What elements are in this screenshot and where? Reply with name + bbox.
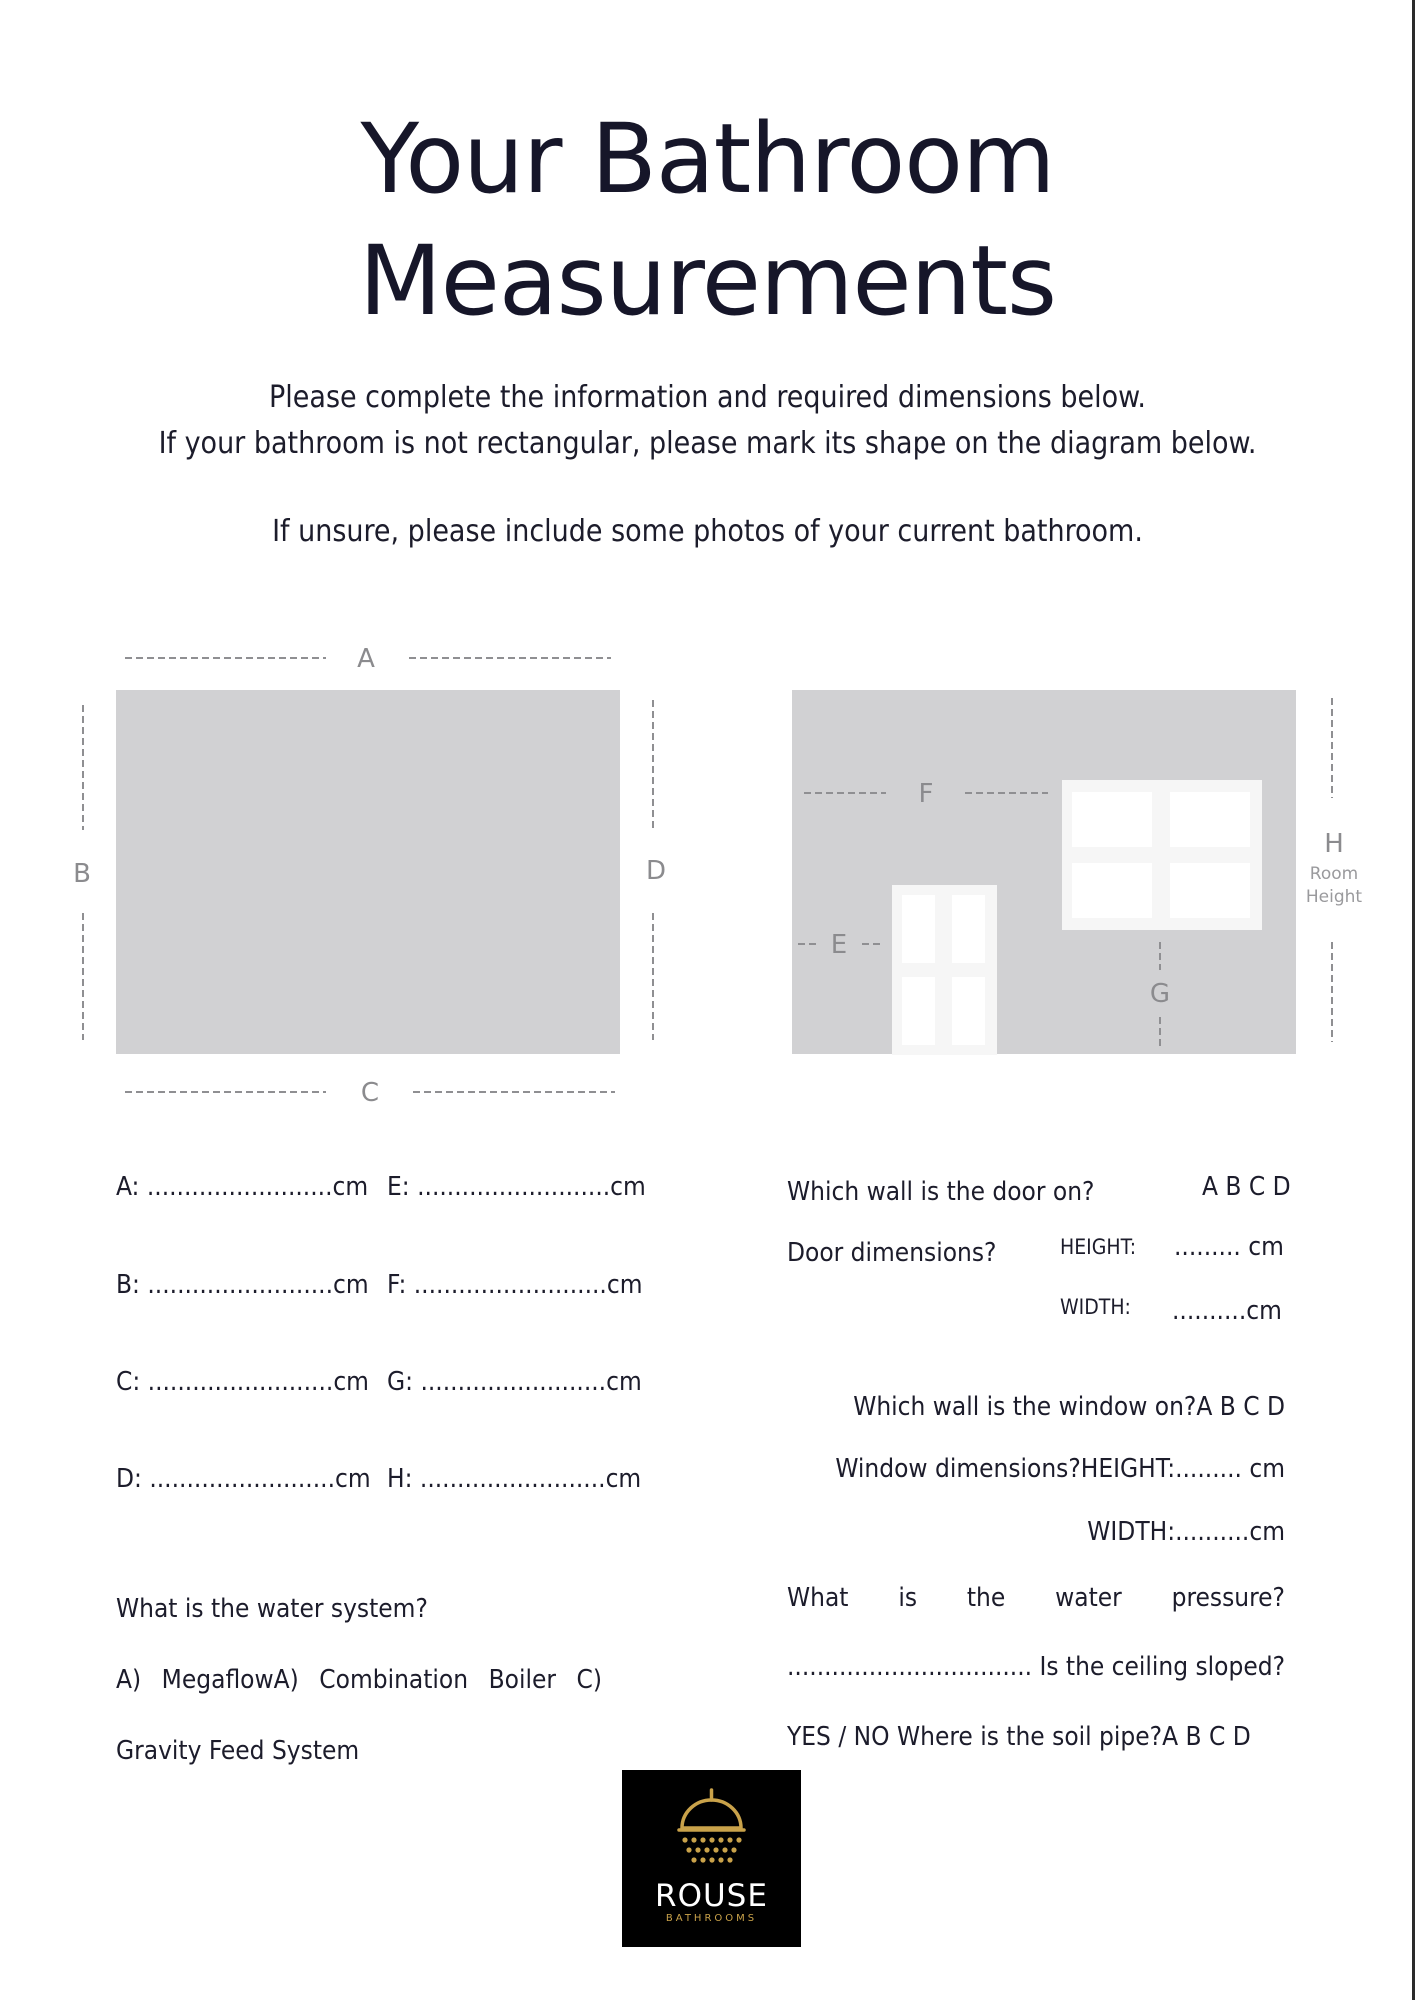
label-h: H bbox=[1324, 829, 1344, 859]
water-option-token: Combination bbox=[319, 1665, 469, 1695]
door-width-label: WIDTH: bbox=[1060, 1295, 1131, 1319]
measurement-a[interactable]: A: .........................cm bbox=[116, 1172, 369, 1202]
measurement-g[interactable]: G: .........................cm bbox=[387, 1367, 642, 1397]
water-pressure-field[interactable]: ................................. bbox=[787, 1652, 1033, 1682]
floor-plan-room bbox=[116, 690, 620, 1054]
window-width[interactable]: WIDTH:..........cm bbox=[1087, 1517, 1285, 1547]
room-height-caption-2: Height bbox=[1305, 887, 1363, 907]
label-c: C bbox=[360, 1078, 380, 1108]
water-option-token: Boiler bbox=[488, 1665, 556, 1695]
text-token: ceiling bbox=[1111, 1652, 1189, 1682]
water-option-token: A) bbox=[116, 1665, 142, 1695]
water-option-token: C) bbox=[576, 1665, 602, 1695]
shower-head-icon bbox=[622, 1770, 801, 1880]
label-g: G bbox=[1149, 979, 1171, 1009]
label-d: D bbox=[645, 856, 667, 886]
text-token: Is bbox=[1039, 1652, 1059, 1682]
measurement-e[interactable]: E: ..........................cm bbox=[387, 1172, 646, 1202]
water-pressure-row bbox=[787, 1583, 1285, 1613]
soil-pipe-row[interactable]: YES / NO Where is the soil pipe?A B C D bbox=[787, 1722, 1251, 1752]
door-height-field[interactable]: ......... cm bbox=[1174, 1232, 1284, 1262]
door-dimensions-question: Door dimensions? bbox=[787, 1238, 997, 1268]
text-token: What bbox=[787, 1583, 849, 1613]
intro-line-3: If unsure, please include some photos of your current bathroom. bbox=[272, 514, 1143, 549]
water-system-question: What is the water system? bbox=[116, 1594, 428, 1624]
intro-line-2: If your bathroom is not rectangular, please mark its shape on the diagram below. bbox=[158, 426, 1257, 461]
window-dimensions[interactable]: Window dimensions?HEIGHT:......... cm bbox=[835, 1454, 1285, 1484]
text-token: the bbox=[1065, 1652, 1105, 1682]
text-token: pressure? bbox=[1171, 1583, 1285, 1613]
page-title: Your Bathroom Measurements bbox=[358, 103, 1057, 337]
window bbox=[1062, 780, 1262, 930]
door bbox=[892, 885, 997, 1055]
intro-line-1: Please complete the information and required dimensions below. bbox=[269, 380, 1146, 415]
label-f: F bbox=[918, 779, 934, 809]
water-option-token: MegaflowA) bbox=[161, 1665, 299, 1695]
measurement-d[interactable]: D: .........................cm bbox=[116, 1464, 371, 1494]
wall-elevation-diagram bbox=[780, 670, 1363, 1070]
measurement-b[interactable]: B: .........................cm bbox=[116, 1270, 369, 1300]
measurement-h[interactable]: H: .........................cm bbox=[387, 1464, 642, 1494]
measurement-f[interactable]: F: ..........................cm bbox=[387, 1270, 643, 1300]
door-height-label: HEIGHT: bbox=[1060, 1235, 1137, 1259]
door-wall-question: Which wall is the door on? bbox=[787, 1177, 1095, 1207]
room-height-caption-1: Room bbox=[1309, 864, 1359, 884]
measurement-c[interactable]: C: .........................cm bbox=[116, 1367, 369, 1397]
rouse-logo bbox=[622, 1770, 801, 1947]
text-token: the bbox=[966, 1583, 1006, 1613]
door-wall-choices[interactable]: A B C D bbox=[1202, 1172, 1291, 1202]
water-system-options[interactable] bbox=[116, 1665, 602, 1695]
label-a: A bbox=[357, 644, 375, 674]
label-e: E bbox=[830, 930, 848, 960]
logo-name: ROUSE bbox=[655, 1878, 768, 1914]
logo-subtitle: BATHROOMS bbox=[665, 1913, 758, 1924]
water-system-option-c: Gravity Feed System bbox=[116, 1736, 360, 1766]
floor-plan-diagram bbox=[60, 630, 667, 1110]
text-token: sloped? bbox=[1195, 1652, 1285, 1682]
text-token: water bbox=[1055, 1583, 1122, 1613]
window-wall-question[interactable]: Which wall is the window on?A B C D bbox=[853, 1392, 1285, 1422]
ceiling-sloped-row[interactable] bbox=[787, 1652, 1285, 1682]
label-b: B bbox=[73, 859, 91, 889]
text-token: is bbox=[898, 1583, 918, 1613]
door-width-field[interactable]: ..........cm bbox=[1172, 1296, 1282, 1326]
